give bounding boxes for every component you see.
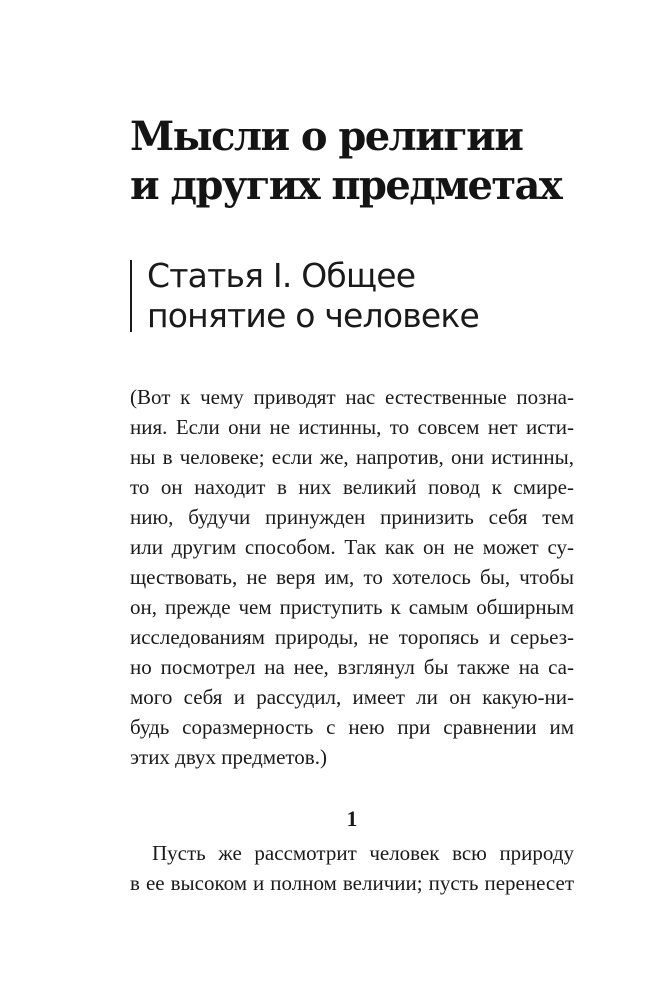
text-line: Пусть же рассмотрит человек всю природу bbox=[152, 841, 574, 865]
text-line: он, прежде чем приступить к самым обширным bbox=[130, 595, 574, 619]
article-title-line: Статья I. Общее bbox=[147, 256, 416, 295]
text-line: но посмотрел на нее, взглянул бы также на са- bbox=[130, 655, 574, 679]
text-line: (Вот к чему приводят нас естественные позна- bbox=[130, 385, 574, 409]
text-line: ния. Если они не истинны, то совсем нет исти- bbox=[130, 415, 574, 439]
text-line: этих двух предметов.) bbox=[130, 745, 327, 769]
article-title-line: понятие о человеке bbox=[147, 296, 480, 335]
vertical-rule bbox=[130, 260, 132, 332]
text-line: мого себя и рассудил, имеет ли он какую-ни- bbox=[130, 685, 574, 709]
chapter-title-line: и других предметах bbox=[130, 162, 562, 209]
article-title bbox=[147, 256, 479, 336]
text-line: будь соразмерность с нею при сравнении им bbox=[130, 715, 574, 739]
text-line: в ее высоком и полном величии; пусть перенесет bbox=[130, 871, 574, 895]
text-line: или другим способом. Так как он не может су- bbox=[130, 535, 574, 559]
text-line: нию, будучи принужден принизить себя тем bbox=[130, 505, 574, 529]
section-number: 1 bbox=[346, 806, 358, 831]
text-line: исследованиям природы, не торопясь и серьез- bbox=[130, 625, 574, 649]
chapter-title bbox=[130, 112, 610, 210]
section-paragraph bbox=[130, 838, 574, 898]
chapter-title-line: Мысли о религии bbox=[130, 113, 523, 160]
text-line: то он находит в них великий повод к смире- bbox=[130, 475, 574, 499]
text-line: ны в человеке; если же, напротив, они истинны, bbox=[130, 445, 574, 469]
intro-paragraph bbox=[130, 382, 574, 772]
article-heading bbox=[130, 256, 600, 336]
text-line: ществовать, не веря им, то хотелось бы, чтобы bbox=[130, 565, 574, 589]
